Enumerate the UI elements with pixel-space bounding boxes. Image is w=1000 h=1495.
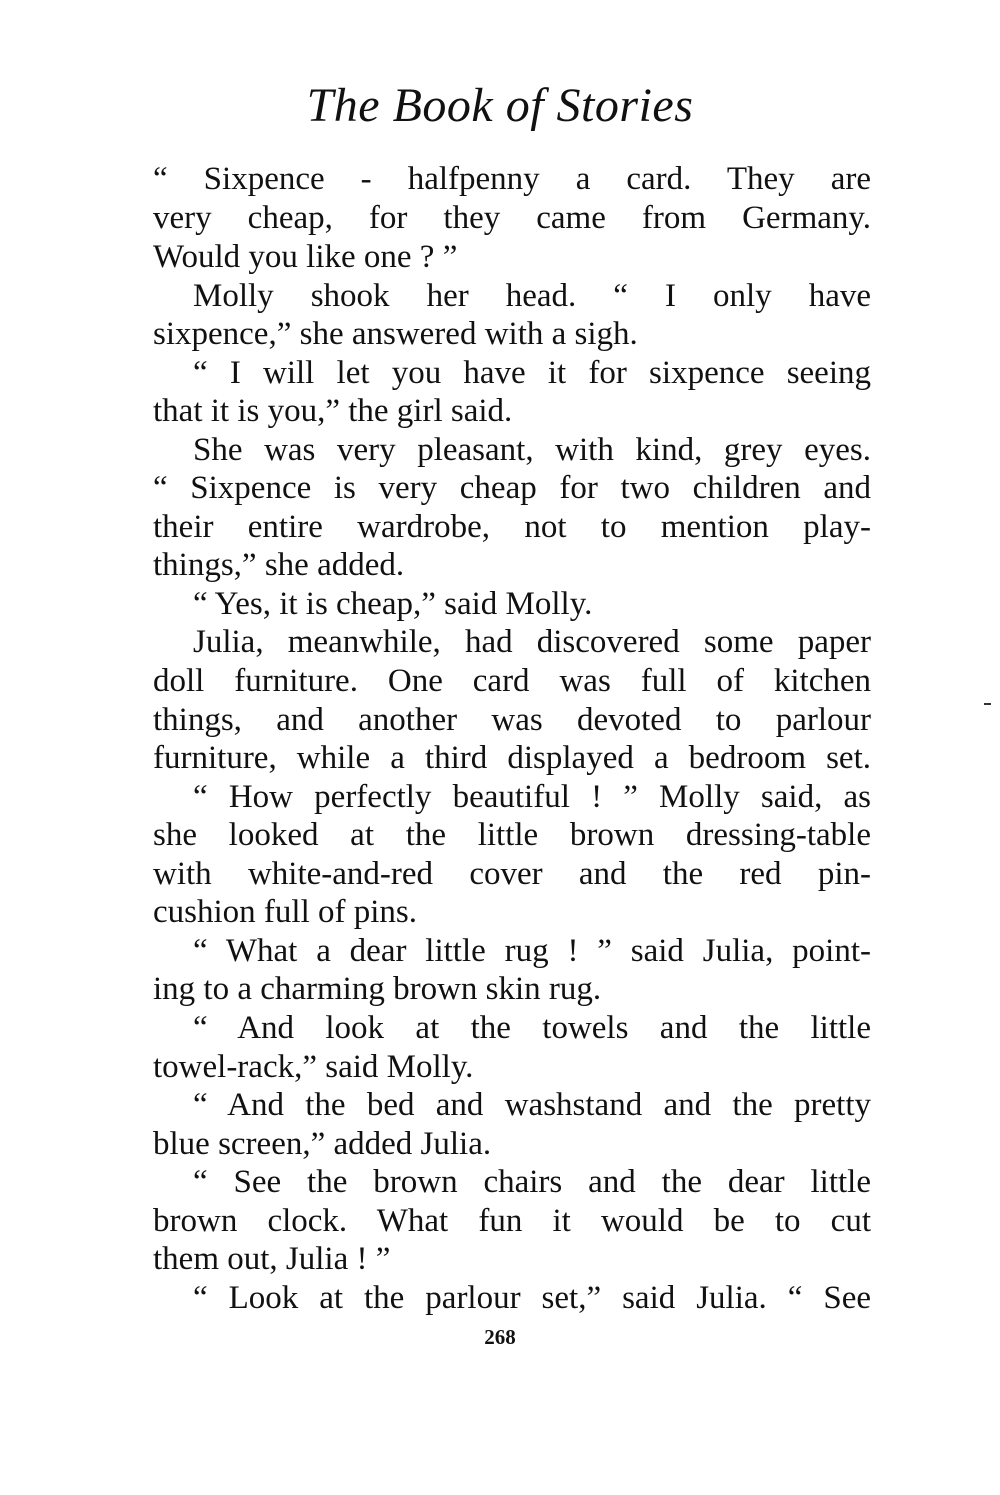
page-number: 268 xyxy=(484,1325,516,1349)
text-line: “ And the bed and washstand and the pretty xyxy=(193,1087,871,1123)
text-line: brown clock. What fun it would be to cut xyxy=(153,1203,871,1239)
text-line: their entire wardrobe, not to mention play- xyxy=(153,509,871,545)
text-line: Would you like one ? ” xyxy=(153,239,458,275)
text-line: “ How perfectly beautiful ! ” Molly said, as xyxy=(193,779,871,815)
text-line: “ And look at the towels and the little xyxy=(193,1010,871,1046)
text-line: “ I will let you have it for sixpence seeing xyxy=(193,355,871,391)
text-line: “ Sixpence is very cheap for two children and xyxy=(153,470,871,506)
text-line: that it is you,” the girl said. xyxy=(153,393,513,429)
text-line: Molly shook her head. “ I only have xyxy=(193,278,871,314)
text-line: She was very pleasant, with kind, grey eyes. xyxy=(193,432,871,468)
text-line: “ Look at the parlour set,” said Julia. “ See xyxy=(193,1280,871,1316)
text-line: ing to a charming brown skin rug. xyxy=(153,971,602,1007)
text-line: with white-and-red cover and the red pin- xyxy=(153,856,871,892)
text-line: things, and another was devoted to parlour xyxy=(153,702,871,738)
text-line: “ What a dear little rug ! ” said Julia, point- xyxy=(193,933,871,969)
text-line: very cheap, for they came from Germany. xyxy=(153,200,871,236)
text-line: “ Sixpence - halfpenny a card. They are xyxy=(153,161,871,197)
text-line: cushion full of pins. xyxy=(153,894,417,930)
text-line: blue screen,” added Julia. xyxy=(153,1126,492,1162)
text-line: furniture, while a third displayed a bedroom set. xyxy=(153,740,871,776)
text-line: them out, Julia ! ” xyxy=(153,1241,391,1277)
text-line: Julia, meanwhile, had discovered some paper xyxy=(193,624,871,660)
text-line: doll furniture. One card was full of kitchen xyxy=(153,663,871,699)
margin-mark xyxy=(984,703,991,705)
text-line: sixpence,” she answered with a sigh. xyxy=(153,316,638,352)
text-line: “ See the brown chairs and the dear little xyxy=(193,1164,871,1200)
text-line: things,” she added. xyxy=(153,547,405,583)
text-line: “ Yes, it is cheap,” said Molly. xyxy=(193,586,593,622)
text-line: towel-rack,” said Molly. xyxy=(153,1049,474,1085)
text-line: she looked at the little brown dressing-table xyxy=(153,817,871,853)
running-title: The Book of Stories xyxy=(306,79,694,132)
